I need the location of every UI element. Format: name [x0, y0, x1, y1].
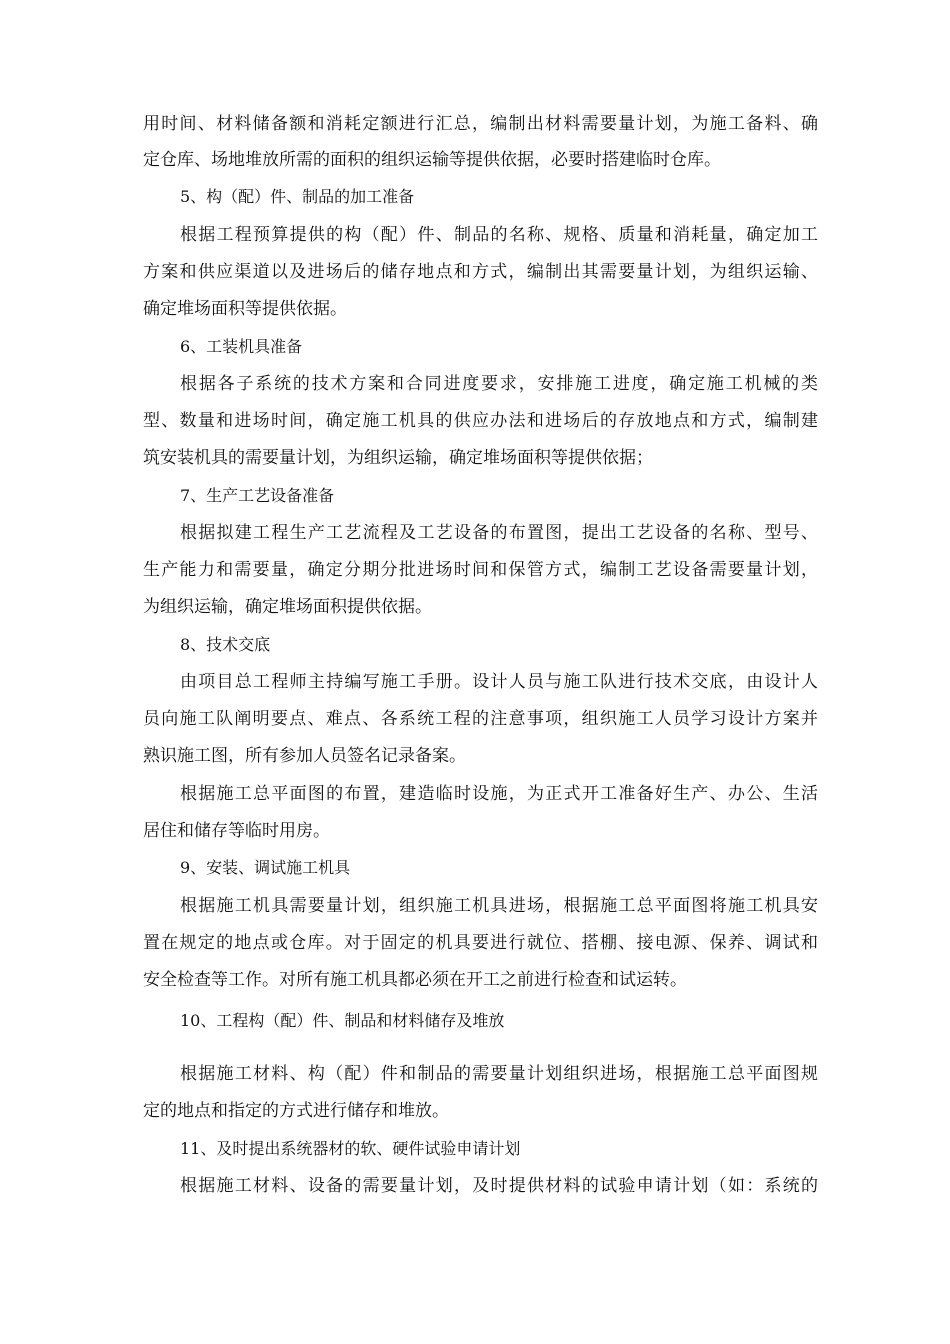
- paragraph-line: 根据施工材料、设备的需要量计划，及时提供材料的试验申请计划（如：系统的: [180, 1176, 818, 1196]
- section-heading-5: 5、构（配）件、制品的加工准备: [180, 187, 415, 206]
- paragraph-line: 置在规定的地点或仓库。对于固定的机具要进行就位、搭棚、接电源、保养、调试和: [143, 933, 818, 953]
- section-heading-7: 7、生产工艺设备准备: [180, 486, 335, 505]
- section-heading-6: 6、工装机具准备: [180, 337, 303, 356]
- paragraph-line: 根据施工机具需要量计划，组织施工机具进场，根据施工总平面图将施工机具安: [180, 896, 818, 916]
- paragraph-line: 根据各子系统的技术方案和合同进度要求，安排施工进度，确定施工机械的类: [180, 374, 818, 394]
- paragraph-line: 定仓库、场地堆放所需的面积的组织运输等提供依据，必要时搭建临时仓库。: [143, 150, 721, 170]
- paragraph-line: 安全检查等工作。对所有施工机具都必须在开工之前进行检查和试运转。: [143, 970, 687, 990]
- section-heading-9: 9、安装、调试施工机具: [180, 858, 351, 877]
- section-heading-10: 10、工程构（配）件、制品和材料储存及堆放: [180, 1011, 505, 1030]
- paragraph-line: 根据施工总平面图的布置，建造临时设施，为正式开工准备好生产、办公、生活: [180, 784, 818, 804]
- paragraph-line: 确定堆场面积等提供依据。: [143, 299, 347, 319]
- paragraph-line: 根据工程预算提供的构（配）件、制品的名称、规格、质量和消耗量，确定加工: [180, 225, 818, 245]
- paragraph-line: 型、数量和进场时间，确定施工机具的供应办法和进场后的存放地点和方式，编制建: [143, 411, 818, 431]
- paragraph-line: 由项目总工程师主持编写施工手册。设计人员与施工队进行技术交底，由设计人: [180, 672, 818, 692]
- paragraph-line: 筑安装机具的需要量计划，为组织运输，确定堆场面积等提供依据；: [143, 448, 653, 468]
- paragraph-line: 居住和储存等临时用房。: [143, 821, 330, 841]
- section-heading-11: 11、及时提出系统器材的软、硬件试验申请计划: [180, 1139, 521, 1158]
- paragraph-line: 定的地点和指定的方式进行储存和堆放。: [143, 1101, 449, 1121]
- paragraph-line: 根据拟建工程生产工艺流程及工艺设备的布置图，提出工艺设备的名称、型号、: [180, 523, 818, 543]
- paragraph-line: 方案和供应渠道以及进场后的储存地点和方式，编制出其需要量计划，为组织运输、: [143, 262, 818, 282]
- paragraph-line: 为组织运输，确定堆场面积提供依据。: [143, 597, 432, 617]
- paragraph-line: 员向施工队阐明要点、难点、各系统工程的注意事项，组织施工人员学习设计方案并: [143, 709, 818, 729]
- paragraph-line: 用时间、材料储备额和消耗定额进行汇总，编制出材料需要量计划，为施工备料、确: [143, 114, 818, 134]
- paragraph-line: 根据施工材料、构（配）件和制品的需要量计划组织进场，根据施工总平面图规: [180, 1064, 818, 1084]
- section-heading-8: 8、技术交底: [180, 635, 271, 654]
- paragraph-line: 熟识施工图，所有参加人员签名记录备案。: [143, 746, 466, 766]
- paragraph-line: 生产能力和需要量，确定分期分批进场时间和保管方式，编制工艺设备需要量计划，: [143, 560, 818, 580]
